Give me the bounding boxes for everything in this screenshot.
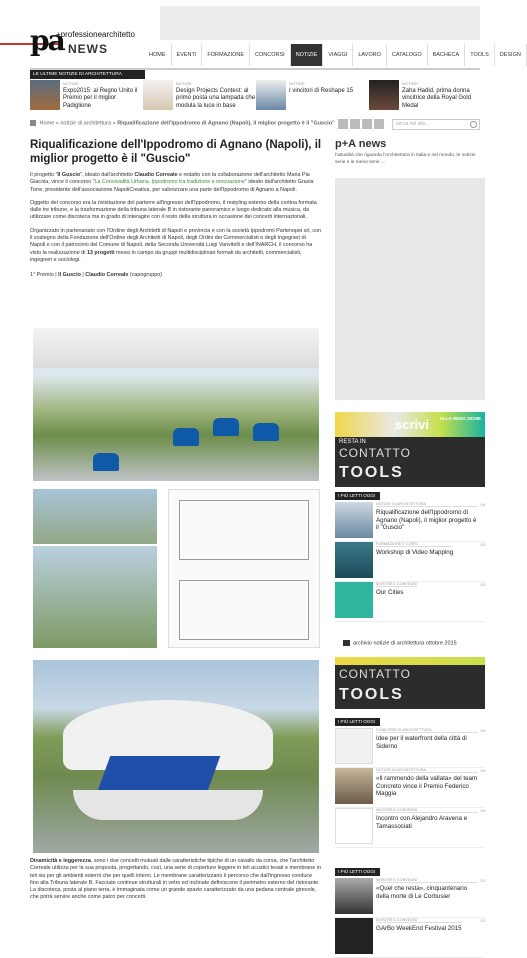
latest-cat: NOTIZIE bbox=[63, 81, 79, 86]
list-item[interactable] bbox=[335, 808, 485, 848]
list-thumb[interactable] bbox=[335, 582, 373, 618]
archive-link[interactable]: archivio notizie di architettura ottobre 2015 bbox=[343, 640, 457, 646]
latest-thumb[interactable] bbox=[369, 80, 399, 110]
breadcrumb-separator: » bbox=[55, 120, 59, 127]
banner-scrivi: scrivi bbox=[395, 417, 429, 432]
list-count: 03 bbox=[480, 808, 485, 813]
list-cat: NOTIZIE DI ARCHITETTURA bbox=[376, 502, 478, 507]
banner-contatto: CONTATTO bbox=[339, 446, 411, 460]
list-count: 03 bbox=[480, 768, 485, 773]
article-paragraph: Il progetto "Il Guscio", ideato dall'architetto Claudio Correale e redatto con la collaborazione dell'architetto Maria Pia Giacola, vince il concorso "La Convivialità Urbana. Ippodromo tra tradizione e innovazione" ideato dall'architetto Grazia Torre, presidente dell'associazione NapoliCreativa, per valorizzare una parte dell'Ippodromo di Agnano a Napoli. bbox=[30, 172, 314, 193]
social-share bbox=[338, 119, 384, 129]
folder-icon bbox=[343, 640, 350, 646]
render-chair bbox=[93, 453, 119, 471]
email-share-icon[interactable] bbox=[338, 119, 348, 129]
list-count: 04 bbox=[480, 502, 485, 507]
list-title[interactable]: «Il rammendo della vallata» del team Concreto vince il Premio Federico Maggia bbox=[376, 775, 478, 797]
search-icon[interactable] bbox=[470, 121, 477, 128]
sidebar-news-desc: l'attualità che riguarda l'Architettura in Italia e nel mondo, le notizie serie e le meno serie ... bbox=[335, 153, 476, 165]
most-read-list bbox=[335, 502, 485, 622]
list-thumb[interactable] bbox=[335, 728, 373, 764]
nav-tools[interactable]: TOOLS bbox=[465, 44, 495, 66]
breadcrumb-section[interactable]: notizie di architettura bbox=[60, 120, 112, 127]
render-chair bbox=[213, 418, 239, 436]
list-cat: MOSTRE E CONVEGNI bbox=[376, 918, 462, 923]
latest-title[interactable]: Zaha Hadid, prima donna vincitrice della Royal Gold Medal bbox=[402, 87, 472, 109]
banner-tools: TOOLS bbox=[339, 464, 404, 481]
nav-formazione[interactable]: FORMAZIONE bbox=[202, 44, 250, 66]
logo-section: NEWS bbox=[68, 42, 108, 56]
list-cat: MOSTRE E CONVEGNI bbox=[376, 582, 418, 586]
list-title[interactable]: Our Cities bbox=[376, 589, 404, 596]
image-caption: 1° Premio | Il Guscio | Claudio Correale (capogruppo) bbox=[30, 272, 162, 279]
latest-title[interactable]: I vincitori di Reshape 15 bbox=[289, 87, 354, 94]
write-editor-banner-strip[interactable] bbox=[335, 657, 485, 665]
list-cat: MOSTRE E CONVEGNI bbox=[376, 878, 478, 883]
site-header bbox=[0, 0, 521, 70]
latest-news-label: LE ULTIME NOTIZIE DI ARCHITETTURA bbox=[30, 70, 145, 79]
latest-news-row bbox=[30, 80, 482, 118]
article-link[interactable]: La Convivialità Urbana. Ippodromo tra tradizione e innovazione bbox=[94, 179, 245, 186]
nav-catalogo[interactable]: CATALOGO bbox=[387, 44, 428, 66]
list-thumb[interactable] bbox=[335, 878, 373, 914]
list-cat: NOTIZIE DI ARCHITETTURA bbox=[376, 768, 478, 773]
article-paragraph: Oggetto del concorso era la rivisitazione del parterre all'ingresso dell'Ippodromo, il restyling esterno della cortina formata dalle tre tribune, e la trasformazione della tribuna laterale B in ristorante panoramico e luogo dedicato alla musica, da utilizzare come discoteca ma in grado di interagire con il resto della struttura in occasione dei concerti internazionali. bbox=[30, 199, 317, 221]
banner-alla: ALLA REDA ZIONE bbox=[439, 416, 481, 421]
nav-eventi[interactable]: EVENTI bbox=[172, 44, 203, 66]
list-count: 03 bbox=[480, 582, 485, 587]
breadcrumb-current: Riqualificazione dell'Ippodromo di Agnano (Napoli), il miglior progetto è il "Guscio" bbox=[117, 120, 335, 127]
breadcrumb bbox=[30, 120, 335, 130]
main-nav bbox=[144, 44, 521, 66]
list-thumb[interactable] bbox=[335, 918, 373, 954]
nav-bacheca[interactable]: BACHECA bbox=[428, 44, 466, 66]
list-item[interactable] bbox=[335, 918, 485, 958]
project-render-terrace[interactable] bbox=[33, 328, 319, 481]
logo-brand-text: +professionearchitetto bbox=[56, 30, 135, 39]
list-item[interactable] bbox=[335, 502, 485, 542]
render-base bbox=[73, 790, 263, 820]
top-ad-banner[interactable] bbox=[160, 6, 480, 40]
render-chair bbox=[173, 428, 199, 446]
list-title[interactable]: Workshop di Video Mapping bbox=[376, 549, 454, 556]
list-title[interactable]: GArBo WeekEnd Festival 2015 bbox=[376, 925, 462, 932]
list-count: 03 bbox=[480, 542, 485, 547]
write-editor-banner[interactable] bbox=[335, 412, 485, 437]
list-item[interactable] bbox=[335, 542, 485, 582]
most-read-label: I PIÙ LETTI OGGI bbox=[335, 718, 380, 726]
article bbox=[30, 134, 322, 278]
list-cat: CONCORSI DI ARCHITETTURA bbox=[376, 728, 478, 733]
latest-title[interactable]: Expo2015: al Regno Unito il Premio per il miglior Padiglione bbox=[63, 87, 138, 109]
nav-notizie[interactable]: NOTIZIE bbox=[291, 44, 324, 66]
facebook-share-icon[interactable] bbox=[374, 119, 384, 129]
stay-in-touch-banner[interactable] bbox=[335, 437, 485, 487]
list-count: 02 bbox=[480, 918, 485, 923]
sidebar-ad[interactable] bbox=[335, 178, 485, 400]
render-canopy bbox=[33, 328, 319, 368]
most-read-list-3 bbox=[335, 878, 485, 958]
nav-concorsi[interactable]: CONCORSI bbox=[250, 44, 291, 66]
list-item[interactable] bbox=[335, 768, 485, 808]
site-logo[interactable] bbox=[30, 26, 160, 66]
latest-cat: NOTIZIE bbox=[176, 81, 192, 86]
list-cat: MOSTRE E CONVEGNI bbox=[376, 808, 478, 813]
nav-viaggi[interactable]: VIAGGI bbox=[323, 44, 353, 66]
banner-resta: RESTA IN bbox=[339, 439, 366, 445]
home-icon[interactable] bbox=[30, 120, 36, 126]
list-title[interactable]: Riqualificazione dell'Ippodromo di Agnano (Napoli), il miglior progetto è il "Guscio" bbox=[376, 509, 477, 531]
sidebar-news-title: p+A news bbox=[335, 138, 387, 150]
search-input[interactable]: cerca nel sito... bbox=[392, 119, 480, 130]
list-thumb[interactable] bbox=[335, 768, 373, 804]
project-render-entrance[interactable] bbox=[33, 489, 157, 544]
logo-mark: pa bbox=[30, 24, 64, 57]
list-cat: FORMAZIONE E CORSI bbox=[376, 542, 453, 547]
most-read-label: I PIÙ LETTI OGGI bbox=[335, 868, 380, 876]
latest-thumb[interactable] bbox=[30, 80, 60, 110]
article-paragraph: Organizzato in partenariato con l'Ordine degli Architetti di Napoli e provincia e con la società Ippodromi Partenopei srl, con il sostegno della Fondazione dell'Ordine degli Architetti di Napoli, degli Ordini dei Commercialisti e degli Ingegneri di Napoli e con il patrocinio del Comune di Napoli, della Seconda Università Luigi Vanvitelli e dell'INARCH, il concorso ha visto la realizzazione di 13 progetti messi in campo da gruppi multidisciplinari formati da architetti, commercialisti, ingegneri e sociologi. bbox=[30, 227, 322, 263]
latest-title[interactable]: Design Projects Contest: al primo posta una lampada che modula la luce in base bbox=[176, 87, 256, 109]
list-item[interactable] bbox=[335, 878, 485, 918]
banner-contatto: CONTATTO bbox=[339, 667, 411, 681]
list-title[interactable]: Incontro con Alejandro Aravena e Tamassociati bbox=[376, 815, 468, 830]
list-title[interactable]: «Quel che resta», cinquantenario della morte di Le Corbusier bbox=[376, 885, 468, 900]
list-title[interactable]: Idee per il waterfront della città di Siderno bbox=[376, 735, 467, 750]
sidebar-news-intro bbox=[335, 138, 485, 166]
list-count: 02 bbox=[480, 878, 485, 883]
googleplus-share-icon[interactable] bbox=[362, 119, 372, 129]
latest-item[interactable] bbox=[143, 80, 256, 118]
article-paragraph: Dinamicità e leggerezza, sono i due concetti mutuati dalle caratteristiche tipiche di un cavallo da corsa, che l'architetto Correale utilizza per la sua proposta, progettando, così, una serie di coperture leggere in teli acustici tesati e membrane in teli sia per gli ambienti esterni che per quelli interni. Le membrane caratterizzano il percorso che dall'ingresso conduce fino alla Tribuna laterale B. Facciate continue strutturali in vetro ed inclinate definiscono il perimetro esterno del ristorante. La discoteca, posta al piano terra, è immaginata come un grande spazio caratterizzato da una pedana centrale girevole, che potrà servire anche come palco per concerti. bbox=[30, 858, 321, 901]
article-title: Riqualificazione dell'Ippodromo di Agnano (Napoli), il miglior progetto è il "Guscio" bbox=[30, 139, 322, 165]
latest-thumb[interactable] bbox=[143, 80, 173, 110]
latest-item[interactable] bbox=[256, 80, 369, 118]
latest-item[interactable] bbox=[30, 80, 143, 118]
list-item[interactable] bbox=[335, 582, 485, 622]
list-thumb[interactable] bbox=[335, 542, 373, 578]
latest-cat: NOTIZIE bbox=[289, 81, 305, 86]
breadcrumb-home[interactable]: Home bbox=[39, 120, 55, 127]
list-thumb[interactable] bbox=[335, 808, 373, 844]
nav-lavoro[interactable]: LAVORO bbox=[353, 44, 387, 66]
most-read-list-2 bbox=[335, 728, 485, 848]
project-render-walkway[interactable] bbox=[33, 546, 157, 648]
list-item[interactable] bbox=[335, 728, 485, 768]
list-count: 03 bbox=[480, 728, 485, 733]
latest-item[interactable] bbox=[369, 80, 482, 118]
nav-design[interactable]: DESIGN bbox=[495, 44, 527, 66]
plan-upper bbox=[179, 500, 309, 560]
stay-in-touch-banner-2[interactable] bbox=[335, 665, 485, 709]
latest-cat: NOTIZIE bbox=[402, 81, 418, 86]
plan-lower bbox=[179, 580, 309, 640]
nav-home[interactable]: HOME bbox=[144, 44, 172, 66]
list-thumb[interactable] bbox=[335, 502, 373, 538]
banner-tools: TOOLS bbox=[339, 686, 404, 703]
project-render-aerial[interactable] bbox=[33, 660, 319, 853]
breadcrumb-separator: » bbox=[112, 120, 116, 127]
latest-thumb[interactable] bbox=[256, 80, 286, 110]
twitter-share-icon[interactable] bbox=[350, 119, 360, 129]
project-plan-drawing[interactable] bbox=[168, 489, 320, 648]
most-read-label: I PIÙ LETTI OGGI bbox=[335, 492, 380, 500]
render-chair bbox=[253, 423, 279, 441]
